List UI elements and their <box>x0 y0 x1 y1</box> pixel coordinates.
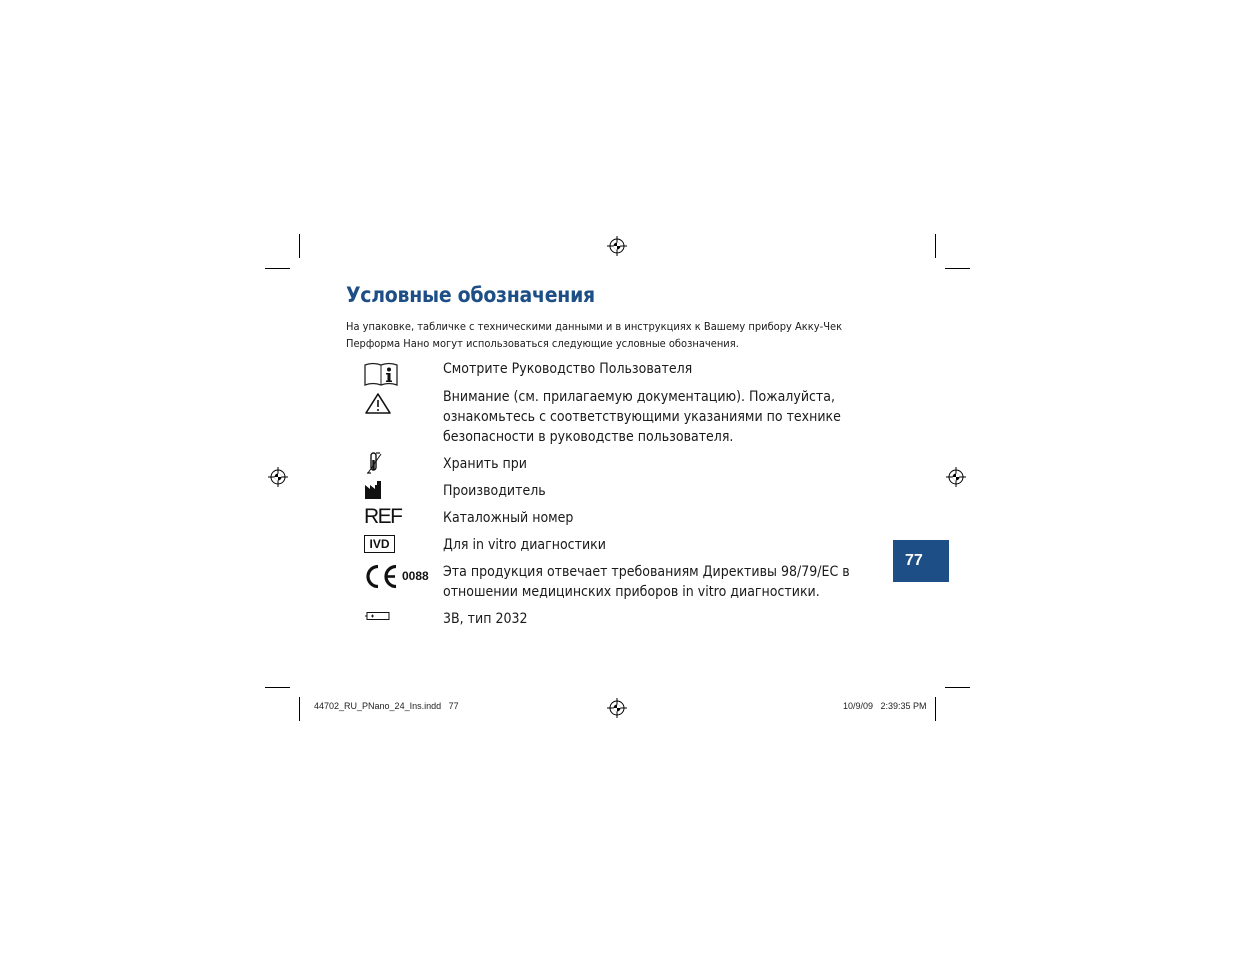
ce-mark-icon <box>364 564 400 589</box>
crop-mark <box>265 687 290 688</box>
manufacturer-icon <box>364 480 384 500</box>
crop-mark <box>935 234 936 258</box>
battery-icon <box>364 611 392 621</box>
crop-mark <box>935 697 936 721</box>
ivd-icon: IVD <box>364 535 395 553</box>
symbol-description: Внимание (см. прилагаемую документацию). Пожалуйста, ознакомьтесь с соответствующими указаниями по технике безопасности в руководстве пользователя. <box>443 389 841 445</box>
intro-paragraph: На упаковке, табличке с техническими данными и в инструкциях к Вашему прибору Акку-Чек Перформа Нано могут использоваться следующие условные обозначения. <box>346 320 843 350</box>
symbol-description: 3В, тип 2032 <box>443 611 528 627</box>
symbol-description: Смотрите Руководство Пользователя <box>443 361 693 377</box>
symbol-description: Эта продукция отвечает требованиям Директивы 98/79/EC в отношении медицинских приборов in vitro диагностики. <box>443 564 850 600</box>
crop-mark <box>299 697 300 721</box>
ce-notified-body-number: 0088 <box>402 569 429 583</box>
page-number-badge: 77 <box>893 540 949 582</box>
caution-icon <box>364 392 392 415</box>
symbol-description: Каталожный номер <box>443 510 574 526</box>
ref-icon: REF <box>364 505 402 528</box>
registration-mark-icon <box>607 698 627 718</box>
footer-file-name: 44702_RU_PNano_24_Ins.indd 77 <box>314 701 459 711</box>
symbol-description: Для in vitro диагностики <box>443 537 606 553</box>
registration-mark-icon <box>946 467 966 487</box>
registration-mark-icon <box>268 467 288 487</box>
crop-mark <box>945 268 970 269</box>
footer-datetime: 10/9/09 2:39:35 PM <box>843 701 927 711</box>
consult-instructions-icon <box>364 362 398 387</box>
page-title: Условные обозначения <box>346 283 595 307</box>
crop-mark <box>299 234 300 258</box>
temperature-limit-icon <box>364 451 388 475</box>
crop-mark <box>945 687 970 688</box>
crop-mark <box>265 268 290 269</box>
symbol-description: Хранить при <box>443 456 527 472</box>
registration-mark-icon <box>607 236 627 256</box>
symbol-description: Производитель <box>443 483 546 499</box>
